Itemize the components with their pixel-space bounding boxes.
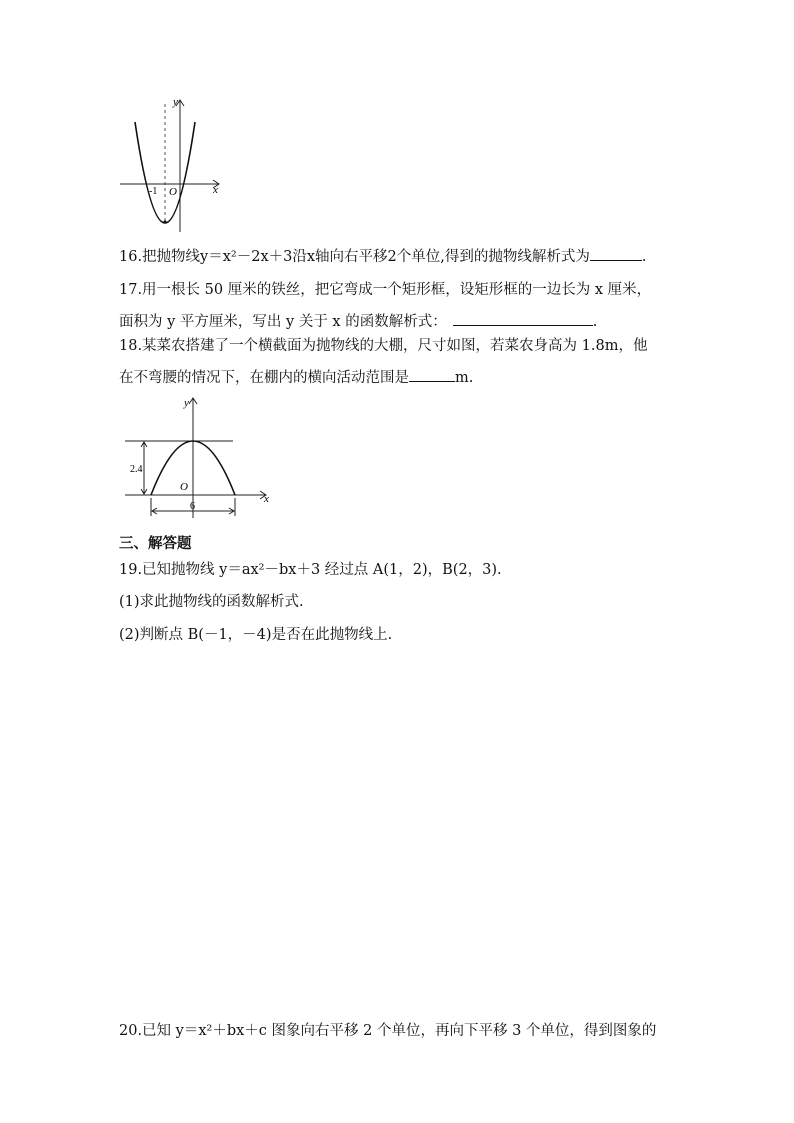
question-16: 16.把抛物线y＝x²－2x＋3沿x轴向右平移2个单位,得到的抛物线解析式为 .: [119, 246, 647, 267]
parabola-figure-1: [115, 94, 230, 234]
fig2-axis-y-label: y: [184, 397, 189, 409]
fig1-origin-label: O: [169, 186, 177, 198]
greenhouse-figure: [120, 394, 280, 524]
fig1-tick-neg1: -1: [149, 186, 158, 197]
fig1-axis-y-label: y: [173, 96, 178, 108]
fig1-axis-x-label: x: [213, 184, 218, 196]
fig2-axis-x-label: x: [264, 493, 269, 505]
question-18-line-1: 18.某菜农搭建了一个横截面为抛物线的大棚，尺寸如图，若菜农身高为 1.8m，他: [119, 338, 648, 354]
fig2-origin-label: O: [180, 481, 188, 493]
question-17-line-2: 面积为 y 平方厘米，写出 y 关于 x 的函数解析式： .: [119, 311, 597, 332]
question-19-part-1: (1)求此抛物线的函数解析式.: [119, 594, 304, 610]
answer-blank-18[interactable]: [409, 367, 455, 382]
answer-blank-16[interactable]: [590, 246, 642, 261]
question-17-line-1: 17.用一根长 50 厘米的铁丝，把它弯成一个矩形框，设矩形框的一边长为 x 厘米，: [119, 282, 652, 298]
question-16-text: 16.把抛物线y＝x²－2x＋3沿x轴向右平移2个单位,得到的抛物线解析式为: [119, 249, 590, 265]
answer-blank-17[interactable]: [453, 311, 593, 326]
fig2-height-label: 2.4: [130, 464, 143, 475]
section-3-heading: 三、解答题: [119, 535, 192, 552]
question-19-part-2: (2)判断点 B(－1，－4)是否在此抛物线上.: [119, 627, 393, 643]
question-20-stem: 20.已知 y＝x²＋bx＋c 图象向右平移 2 个单位，再向下平移 3 个单位，得到图象的: [119, 1023, 657, 1039]
question-18-line-2: 在不弯腰的情况下，在棚内的横向活动范围是 m.: [119, 367, 473, 388]
question-19-stem: 19.已知抛物线 y＝ax²－bx＋3 经过点 A(1，2)，B(2，3).: [119, 562, 502, 578]
fig2-width-label: 6: [190, 501, 195, 512]
